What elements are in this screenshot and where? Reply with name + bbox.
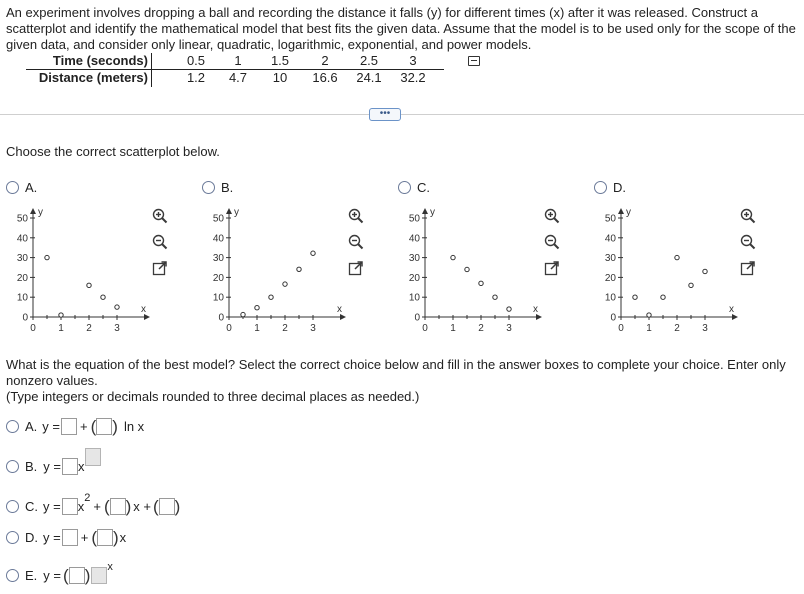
- option-label: B.: [221, 180, 234, 195]
- rounding-hint: (Type integers or decimals rounded to three decimal places as needed.): [6, 389, 420, 404]
- data-point: [479, 281, 483, 285]
- scatterplot: [10, 205, 160, 340]
- data-point: [675, 255, 679, 259]
- data-point: [493, 295, 497, 299]
- radio-button[interactable]: [594, 181, 607, 194]
- x-tick-label: 2: [478, 323, 484, 334]
- data-point: [87, 283, 91, 287]
- coefficient-input[interactable]: [159, 498, 175, 515]
- table-divider: [151, 53, 152, 87]
- coefficient-group: ( ): [63, 566, 91, 585]
- x-tick-label: 2: [674, 323, 680, 334]
- equation-prefix: y =: [42, 419, 61, 434]
- x-tick-label: 1: [646, 323, 652, 334]
- x-axis-label: x: [141, 304, 146, 315]
- data-point: [101, 295, 105, 299]
- zoom-out-icon[interactable]: [152, 234, 168, 250]
- coefficient-group: ( ): [153, 497, 181, 516]
- y-axis-arrow: [30, 208, 36, 214]
- x-tick-label: 3: [506, 323, 512, 334]
- y-tick-label: 30: [212, 253, 224, 265]
- y-tick-label: 20: [16, 272, 28, 284]
- data-point: [633, 295, 637, 299]
- coefficient-input[interactable]: [62, 458, 78, 475]
- y-tick-label: 10: [16, 292, 28, 304]
- scatter-option-a[interactable]: [6, 180, 37, 195]
- y-axis-label: y: [626, 207, 631, 218]
- y-tick-label: 50: [16, 213, 28, 225]
- data-point: [283, 282, 287, 286]
- radio-button[interactable]: [6, 181, 19, 194]
- plus-sign: +: [80, 419, 88, 434]
- y-tick-label: 40: [212, 233, 224, 245]
- zoom-in-icon[interactable]: [740, 208, 756, 224]
- answer-choice-b[interactable]: [6, 457, 101, 475]
- time-cell: 0.5: [186, 53, 206, 68]
- y-tick-label: 30: [604, 253, 616, 265]
- option-label: A.: [25, 180, 38, 195]
- more-button[interactable]: •••: [369, 108, 401, 121]
- y-tick-label: 10: [604, 292, 616, 304]
- zoom-in-icon[interactable]: [152, 208, 168, 224]
- coefficient-input[interactable]: [96, 418, 112, 435]
- x-tick-label: 1: [254, 323, 260, 334]
- y-tick-label: 0: [610, 312, 616, 324]
- y-tick-label: 50: [604, 213, 616, 225]
- data-point: [311, 251, 315, 255]
- plus-sign: +: [93, 499, 101, 514]
- distance-cell: 10: [272, 70, 288, 85]
- x-tick-label: 1: [450, 323, 456, 334]
- x-axis-label: x: [533, 304, 538, 315]
- scatter-option-d[interactable]: [594, 180, 626, 195]
- exponent-x: x: [107, 560, 113, 573]
- time-header: Time (seconds): [52, 53, 148, 68]
- x-tick-label: 3: [114, 323, 120, 334]
- y-axis-arrow: [422, 208, 428, 214]
- distance-cell: 32.2: [400, 70, 426, 85]
- zoom-out-icon[interactable]: [544, 234, 560, 250]
- variable-x: x: [78, 458, 85, 474]
- time-cell: 2.5: [359, 53, 379, 68]
- coefficient-input[interactable]: [62, 529, 78, 546]
- distance-header: Distance (meters): [38, 70, 148, 85]
- data-point: [297, 267, 301, 271]
- y-axis-label: y: [38, 207, 43, 218]
- plus-sign: +: [80, 530, 89, 545]
- y-axis-label: y: [234, 207, 239, 218]
- scatterplot: [206, 205, 356, 340]
- radio-a[interactable]: [6, 420, 19, 433]
- data-point: [59, 313, 63, 317]
- y-tick-label: 0: [22, 312, 28, 324]
- x-tick-label: 1: [58, 323, 64, 334]
- y-tick-label: 40: [408, 233, 420, 245]
- variable-x: x: [77, 499, 85, 514]
- answer-choice-a[interactable]: [6, 418, 144, 435]
- radio-d[interactable]: [6, 531, 19, 544]
- x-tick-label: 0: [618, 323, 624, 334]
- x-tick-label: 0: [422, 323, 428, 334]
- radio-button[interactable]: [398, 181, 411, 194]
- variable-x-plus: x +: [133, 499, 151, 514]
- option-label: D.: [613, 180, 626, 195]
- y-tick-label: 20: [212, 272, 224, 284]
- time-cell: 1.5: [270, 53, 290, 68]
- choice-label: A.: [25, 419, 38, 434]
- x-axis-label: x: [337, 304, 342, 315]
- plot-controls: [544, 208, 562, 286]
- time-cell: 3: [409, 53, 417, 68]
- data-point: [255, 305, 259, 309]
- coefficient-group: ( ): [91, 528, 119, 547]
- y-tick-label: 30: [16, 253, 28, 265]
- expand-icon[interactable]: [348, 260, 364, 276]
- data-point: [451, 255, 455, 259]
- y-tick-label: 30: [408, 253, 420, 265]
- expand-icon[interactable]: [544, 260, 560, 276]
- equation-prefix: y =: [43, 568, 62, 583]
- y-tick-label: 50: [408, 213, 420, 225]
- equation-suffix: ln x: [123, 419, 145, 434]
- distance-cell: 1.2: [186, 70, 206, 85]
- equation-prefix: y =: [43, 499, 61, 514]
- choice-label: B.: [25, 458, 38, 474]
- coefficient-group: ( ): [90, 417, 118, 436]
- x-tick-label: 3: [310, 323, 316, 334]
- choice-label: C.: [25, 499, 38, 514]
- y-tick-label: 40: [604, 233, 616, 245]
- x-tick-label: 0: [226, 323, 232, 334]
- x-tick-label: 2: [282, 323, 288, 334]
- radio-button[interactable]: [202, 181, 215, 194]
- radio-b[interactable]: [6, 460, 19, 473]
- y-tick-label: 0: [218, 312, 224, 324]
- copy-table-icon[interactable]: [468, 56, 480, 66]
- data-point: [689, 283, 693, 287]
- data-point: [115, 305, 119, 309]
- exponent-input[interactable]: [85, 448, 101, 466]
- coefficient-input[interactable]: [62, 498, 78, 515]
- question-intro: An experiment involves dropping a ball and recording the distance it falls (y) for different times (x) after it was released. Construct a scatterplot and identify the mathematical model that best fits the given data. Assume that the model is to be used only for the scope of the given data, and consider only linear, quadratic, logarithmic, exponential, and power models.: [6, 5, 796, 52]
- zoom-out-icon[interactable]: [348, 234, 364, 250]
- coefficient-input[interactable]: [61, 418, 77, 435]
- expand-icon[interactable]: [152, 260, 168, 276]
- coefficient-input[interactable]: [110, 498, 126, 515]
- section-divider: [0, 114, 804, 115]
- base-input[interactable]: [91, 567, 107, 584]
- answer-choice-c[interactable]: [6, 491, 181, 516]
- equation-prefix: y =: [43, 458, 62, 474]
- y-axis-arrow: [226, 208, 232, 214]
- expand-icon[interactable]: [740, 260, 756, 276]
- y-axis-label: y: [430, 207, 435, 218]
- answer-choice-e[interactable]: [6, 560, 113, 585]
- data-point: [269, 295, 273, 299]
- y-tick-label: 0: [414, 312, 420, 324]
- coefficient-group: ( ): [103, 497, 132, 516]
- y-axis-arrow: [618, 208, 624, 214]
- data-point: [45, 255, 49, 259]
- data-point: [703, 269, 707, 273]
- distance-cell: 4.7: [228, 70, 248, 85]
- distance-cell: 16.6: [312, 70, 338, 85]
- x-tick-label: 2: [86, 323, 92, 334]
- data-point: [465, 267, 469, 271]
- radio-e[interactable]: [6, 569, 19, 582]
- answer-choice-d[interactable]: [6, 529, 126, 546]
- x-tick-label: 0: [30, 323, 36, 334]
- y-tick-label: 10: [408, 292, 420, 304]
- time-cell: 2: [321, 53, 329, 68]
- data-point: [647, 313, 651, 317]
- variable-x: x: [119, 530, 127, 545]
- scatterplot-prompt: Choose the correct scatterplot below.: [6, 144, 220, 159]
- data-table: [8, 53, 488, 89]
- distance-cell: 24.1: [356, 70, 382, 85]
- zoom-in-icon[interactable]: [544, 208, 560, 224]
- y-tick-label: 10: [212, 292, 224, 304]
- coefficient-input[interactable]: [69, 567, 85, 584]
- data-point: [661, 295, 665, 299]
- equation-prefix: y =: [43, 530, 61, 545]
- data-point: [241, 312, 245, 316]
- y-tick-label: 20: [408, 272, 420, 284]
- time-cell: 1: [234, 53, 242, 68]
- plot-controls: [348, 208, 366, 286]
- zoom-in-icon[interactable]: [348, 208, 364, 224]
- x-axis-label: x: [729, 304, 734, 315]
- option-label: C.: [417, 180, 430, 195]
- data-point: [507, 307, 511, 311]
- table-divider: [26, 69, 444, 70]
- radio-c[interactable]: [6, 500, 19, 513]
- coefficient-input[interactable]: [97, 529, 113, 546]
- plot-controls: [152, 208, 170, 286]
- equation-prompt: What is the equation of the best model? Select the correct choice below and fill in the answer boxes to complete your choice. Enter only nonzero values.: [6, 357, 786, 388]
- exponent: 2: [84, 491, 91, 504]
- x-tick-label: 3: [702, 323, 708, 334]
- plot-controls: [740, 208, 758, 286]
- y-tick-label: 50: [212, 213, 224, 225]
- scatter-option-b[interactable]: [202, 180, 233, 195]
- choice-label: D.: [25, 530, 38, 545]
- scatterplot: [402, 205, 552, 340]
- scatter-option-c[interactable]: [398, 180, 430, 195]
- y-tick-label: 20: [604, 272, 616, 284]
- scatterplot: [598, 205, 748, 340]
- choice-label: E.: [25, 568, 38, 583]
- zoom-out-icon[interactable]: [740, 234, 756, 250]
- y-tick-label: 40: [16, 233, 28, 245]
